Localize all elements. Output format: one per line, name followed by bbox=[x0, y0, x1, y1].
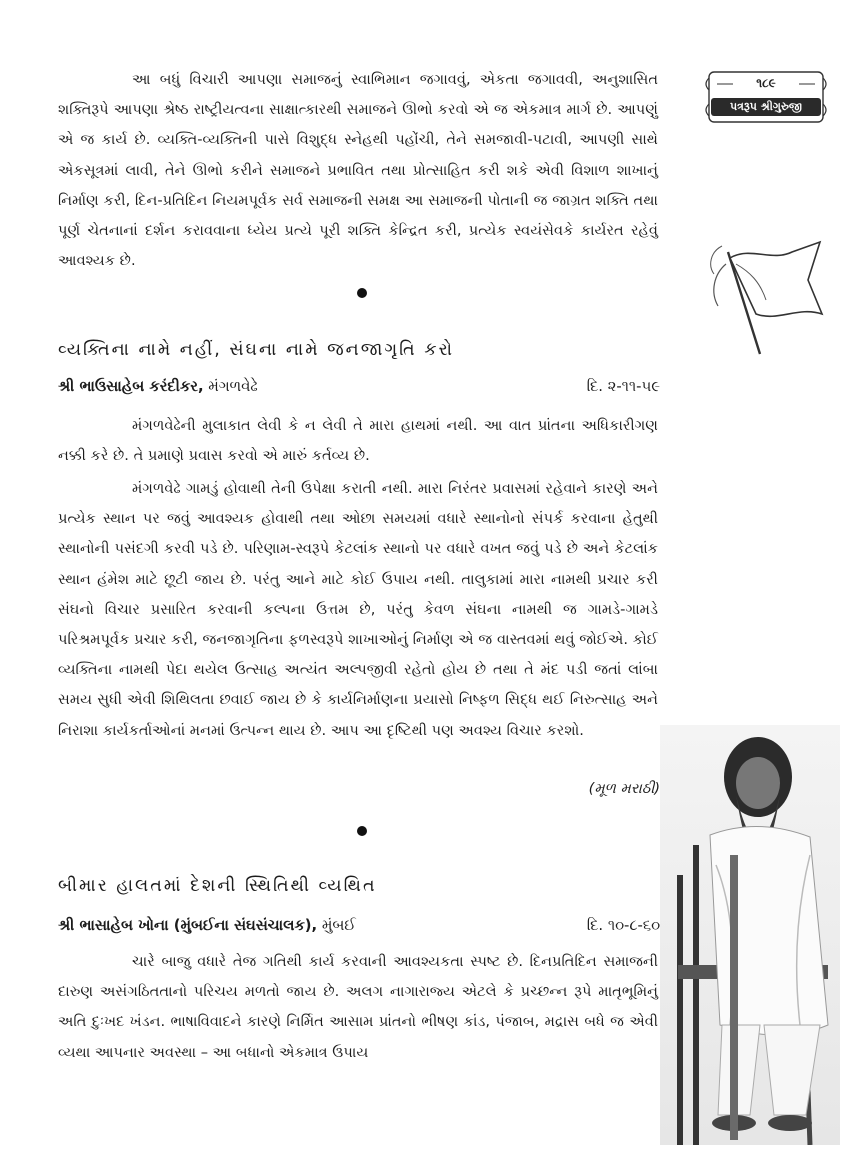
letter1-header bbox=[58, 378, 660, 404]
letter2-recipient-place: મુંબઈ bbox=[321, 917, 356, 934]
bullet-dot-icon bbox=[357, 288, 367, 298]
letter1-paragraph1: મંગળવેઢેની મુલાકાત લેવી કે ન લેવી તે મારા હાથમાં નથી. આ વાત પ્રાંતના અધિકારીગણ નક્કી કરે છે. તે પ્રમાણે પ્રવાસ કરવો એ મારું કર્તવ્ય છે. bbox=[58, 417, 658, 465]
guruji-seated-portrait bbox=[660, 725, 840, 1145]
letter1-source-note: (મૂળ મરાઠી) bbox=[588, 781, 660, 797]
page-header-badge bbox=[703, 70, 829, 126]
letter1-date: દિ. ૨-૧૧-૫૯ bbox=[586, 378, 660, 395]
letter2-header bbox=[58, 917, 660, 943]
letter1-paragraph2: મંગળવેઢે ગામડું હોવાથી તેની ઉપેક્ષા કરાતી નથી. મારા નિરંતર પ્રવાસમાં રહેવાને કારણે અને પ્રત્યેક સ્થાન પર જવું આવશ્યક હોવાથી તથા ઓછા સમયમાં વધારે સ્થાનોનો સંપર્ક કરવાના હેતુથી સ્થાનોની પસંદગી કરવી પડે છે. પરિણામ-સ્વરૂપે કેટલાંક સ્થાનો પર વધારે વખત જવું પડે છે અને કેટલાંક સ્થાન હંમેશ માટે છૂટી જાય છે. પરંતુ આને માટે કોઈ ઉપાય નથી. તાલુકામાં મારા નામથી પ્રચાર કરી સંઘનો વિચાર પ્રસારિત કરવાની કલ્પના ઉત્તમ છે, પરંતુ કેવળ સંઘના નામથી જ ગામડે-ગામડે પરિશ્રમપૂર્વક પ્રચાર કરી, જનજાગૃતિના ફળસ્વરૂપે શાખાઓનું નિર્માણ એ જ વાસ્તવમાં થવું જોઈએ. કોઈ વ્યક્તિના નામથી પેદા થયેલ ઉત્સાહ અત્યંત અલ્પજીવી રહેતો હોય છે તથા તે મંદ પડી જતાં લાંબા સમય સુધી એવી શિથિલતા છવાઈ જાય છે કે કાર્યનિર્માણના પ્રયાસો નિષ્ફળ સિદ્ધ થઈ નિરુત્સાહ અને નિરાશા કાર્યકર્તાઓનાં મનમાં ઉત્પન્ન થાય છે. આપ આ દૃષ્ટિથી પણ અવશ્ય વિચાર કરશો. bbox=[58, 480, 658, 739]
letter2-recipient-name: શ્રી ભાસાહેબ ખોના (મુંબઈના સંઘસંચાલક), bbox=[58, 917, 318, 934]
page-number: ૧૮૯ bbox=[756, 76, 776, 90]
letter2-paragraph1: ચારે બાજુ વધારે તેજ ગતિથી કાર્ય કરવાની આવશ્યકતા સ્પષ્ટ છે. દિનપ્રતિદિન સમાજની દારુણ અસંગઠિતતાનો પરિચય મળતો જાય છે. અલગ નાગારાજ્ય એટલે કે પ્રચ્છન્ન રૂપે માતૃભૂમિનું અતિ દુઃખદ ખંડન. ભાષાવિવાદને કારણે નિર્મિત આસામ પ્રાંતનો ભીષણ કાંડ, પંજાબ, મદ્રાસ બધે જ એવી વ્યથા આપનાર અવસ્થા – આ બધાનો એકમાત્ર ઉપાય bbox=[58, 953, 658, 1061]
letter1-title: વ્યક્તિના નામે નહીં, સંઘના નામે જનજાગૃતિ કરો bbox=[58, 340, 455, 360]
bullet-dot-icon bbox=[357, 826, 367, 836]
letter1-recipient bbox=[58, 378, 258, 395]
letter2-title: બીમાર હાલતમાં દેશની સ્થિતિથી વ્યથિત bbox=[58, 876, 377, 896]
letter2-date: દિ. ૧૦-૮-૬૦ bbox=[586, 917, 660, 934]
book-title: પત્રરૂપ શ્રીગુરુજી bbox=[711, 98, 821, 116]
letter1-recipient-place: મંગળવેઢે bbox=[208, 378, 258, 395]
saffron-flag-icon bbox=[700, 222, 825, 362]
letter1-recipient-name: શ્રી ભાઉસાહેબ કરંદીકર, bbox=[58, 378, 204, 395]
intro-paragraph: આ બધું વિચારી આપણા સમાજનું સ્વાભિમાન જગાવવું, એકતા જગાવવી, અનુશાસિત શક્તિરૂપે આપણા શ્રેષ્ઠ રાષ્ટ્રીયત્વના સાક્ષાત્કારથી સમાજને ઊભો કરવો એ જ એકમાત્ર માર્ગ છે. આપણું એ જ કાર્ય છે. વ્યક્તિ-વ્યક્તિની પાસે વિશુદ્ધ સ્નેહથી પહોંચી, તેને સમજાવી-પટાવી, આપણી સાથે એકસૂત્રમાં લાવી, તેને ઊભો કરીને સમાજને પ્રભાવિત તથા પ્રોત્સાહિત કરી શકે એવી વિશાળ શાખાનું નિર્માણ કરી, દિન-પ્રતિદિન નિયમપૂર્વક સર્વ સમાજની સમક્ષ આ સમાજની પોતાની જ જાગ્રત શક્તિ તથા પૂર્ણ ચેતનાનાં દર્શન કરાવવાના ધ્યેય પ્રત્યે પૂરી શક્તિ કેન્દ્રિત કરી, પ્રત્યેક સ્વયંસેવકે કાર્યરત રહેવું આવશ્યક છે. bbox=[58, 71, 658, 270]
letter2-recipient bbox=[58, 917, 356, 934]
